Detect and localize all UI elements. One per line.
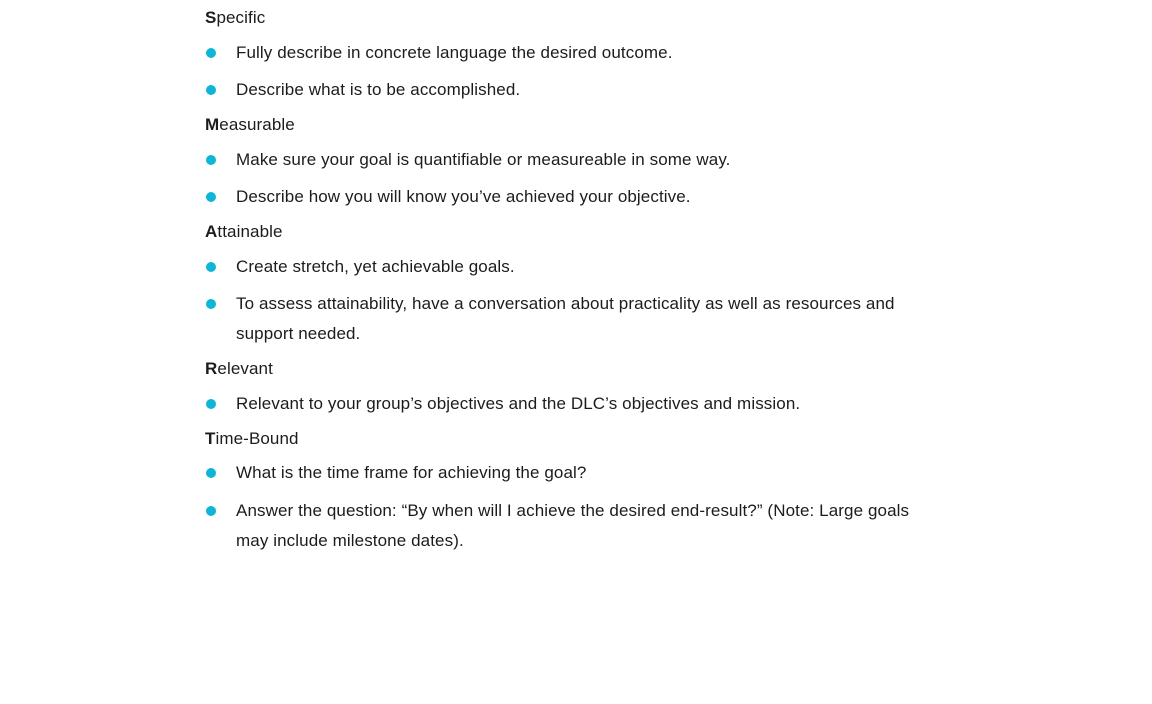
bullet-dot-icon (206, 155, 216, 165)
bullet-list (205, 252, 925, 350)
section-relevant (205, 357, 925, 419)
section-heading (205, 113, 925, 137)
list-item (205, 38, 925, 68)
heading-rest: easurable (219, 115, 295, 134)
list-item-text: Describe how you will know you’ve achieved your objective. (236, 187, 691, 206)
heading-initial: S (205, 8, 217, 27)
bullet-list (205, 458, 925, 556)
smart-goals-content (205, 0, 925, 564)
bullet-list (205, 389, 925, 419)
list-item-text: Relevant to your group’s objectives and the DLC’s objectives and mission. (236, 393, 801, 413)
section-time-bound (205, 427, 925, 556)
heading-rest: ime-Bound (215, 428, 299, 448)
bullet-dot-icon (206, 192, 216, 202)
section-heading (205, 6, 925, 30)
section-specific (205, 6, 925, 105)
list-item (205, 182, 925, 212)
list-item-text: Make sure your goal is quantifiable or measureable in some way. (236, 149, 731, 169)
section-attainable (205, 220, 925, 349)
list-item-text: Describe what is to be accomplished. (236, 80, 521, 99)
list-item-text: Answer the question: “By when will I achieve the desired end-result?” (Note: Large goals may include milestone dates). (236, 500, 910, 550)
heading-initial: A (205, 222, 218, 241)
list-item (205, 389, 925, 419)
bullet-list (205, 145, 925, 213)
list-item (205, 496, 925, 556)
list-item-text: Fully describe in concrete language the desired outcome. (236, 42, 673, 62)
heading-initial: T (205, 428, 216, 448)
heading-initial: R (205, 359, 218, 378)
section-heading (205, 357, 925, 381)
bullet-dot-icon (206, 85, 216, 95)
bullet-dot-icon (206, 468, 216, 478)
list-item (205, 252, 925, 282)
section-heading (205, 220, 925, 244)
list-item-text: What is the time frame for achieving the goal? (236, 463, 587, 482)
bullet-list (205, 38, 925, 106)
list-item (205, 75, 925, 105)
bullet-dot-icon (206, 262, 216, 272)
list-item (205, 458, 925, 488)
bullet-dot-icon (206, 399, 216, 409)
list-item (205, 289, 925, 349)
heading-rest: elevant (217, 359, 273, 378)
heading-rest: pecific (216, 8, 266, 27)
list-item-text: Create stretch, yet achievable goals. (236, 256, 515, 276)
heading-initial: M (205, 115, 220, 134)
bullet-dot-icon (206, 506, 216, 516)
bullet-dot-icon (206, 299, 216, 309)
list-item-text: To assess attainability, have a conversation about practicality as well as resources and support needed. (236, 294, 895, 343)
heading-rest: ttainable (217, 222, 283, 241)
section-measurable (205, 113, 925, 212)
list-item (205, 145, 925, 175)
section-heading (205, 427, 925, 451)
bullet-dot-icon (206, 48, 216, 58)
